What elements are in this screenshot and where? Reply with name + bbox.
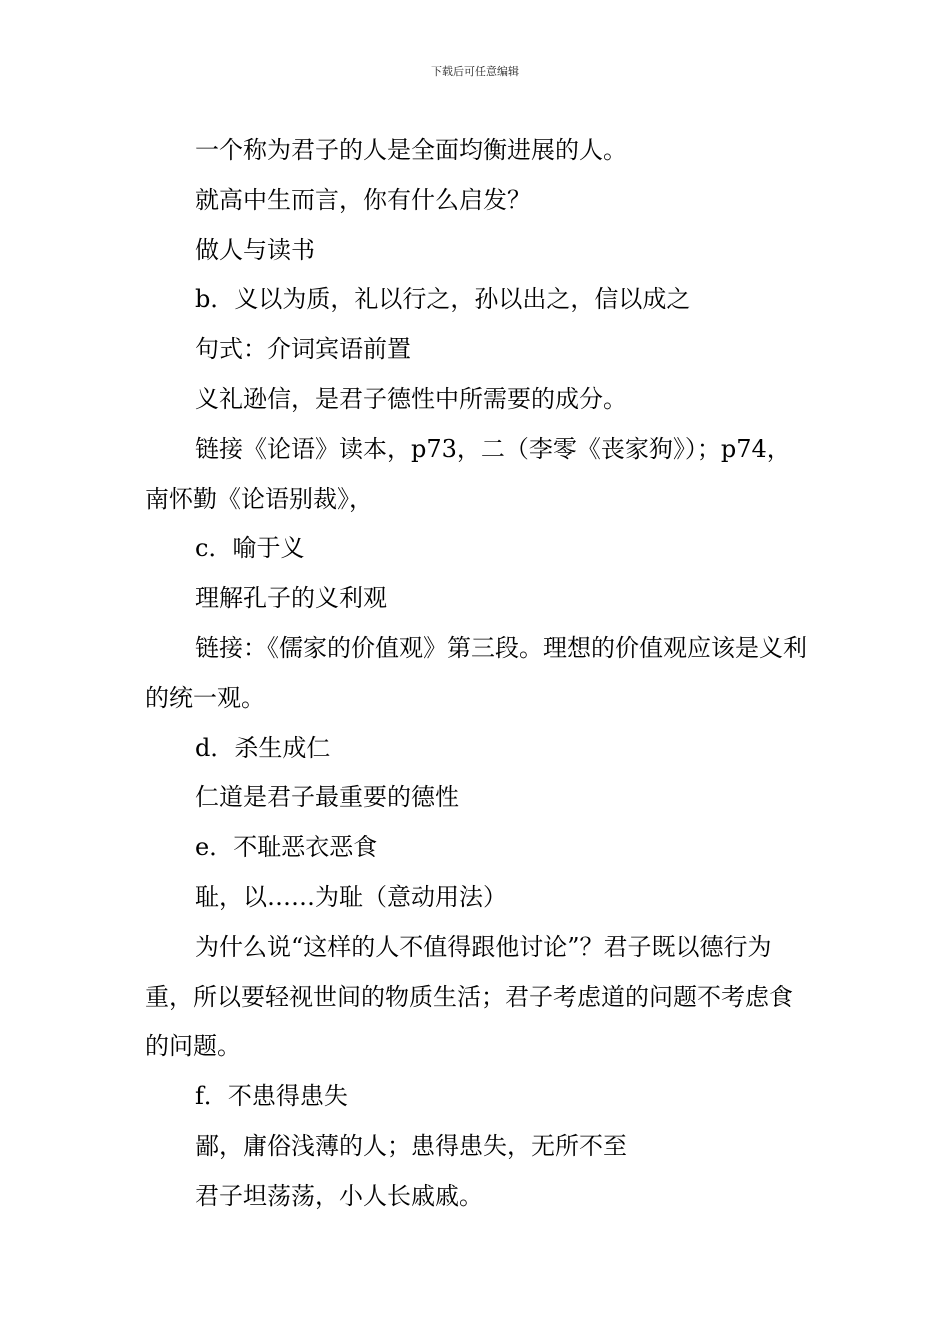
document-body — [145, 126, 810, 1222]
paragraph: 链接《论语》读本，p73，二（李零《丧家狗》）；p74，南怀勤《论语别裁》， — [145, 434, 791, 513]
paragraph: 句式：介词宾语前置 — [195, 335, 411, 364]
paragraph: e．不耻恶衣恶食 — [195, 833, 378, 862]
paragraph: c．喻于义 — [195, 534, 305, 563]
paragraph: 就高中生而言，你有什么启发？ — [195, 185, 531, 214]
paragraph: 耻，以……为耻（意动用法） — [195, 882, 507, 911]
paragraph: 理解孔子的义利观 — [195, 584, 387, 613]
paragraph: 仁道是君子最重要的德性 — [195, 783, 459, 812]
paragraph: f．不患得患失 — [195, 1082, 348, 1111]
paragraph: 义礼逊信，是君子德性中所需要的成分。 — [195, 384, 627, 413]
paragraph: 链接：《儒家的价值观》第三段。理想的价值观应该是义利的统一观。 — [145, 633, 807, 712]
paragraph: d．杀生成仁 — [195, 733, 331, 762]
page-header: 下载后可任意编辑 — [431, 65, 519, 78]
paragraph: 一个称为君子的人是全面均衡进展的人。 — [195, 136, 627, 164]
paragraph: 为什么说“这样的人不值得跟他讨论”？君子既以德行为重，所以要轻视世间的物质生活；君子考虑道的问题不考虑食的问题。 — [145, 932, 793, 1061]
paragraph: 鄙，庸俗浅薄的人；患得患失，无所不至 — [195, 1131, 627, 1160]
paragraph: 做人与读书 — [195, 235, 315, 264]
paragraph: b．义以为质，礼以行之，孙以出之，信以成之 — [195, 285, 691, 314]
paragraph: 君子坦荡荡，小人长戚戚。 — [195, 1181, 483, 1210]
